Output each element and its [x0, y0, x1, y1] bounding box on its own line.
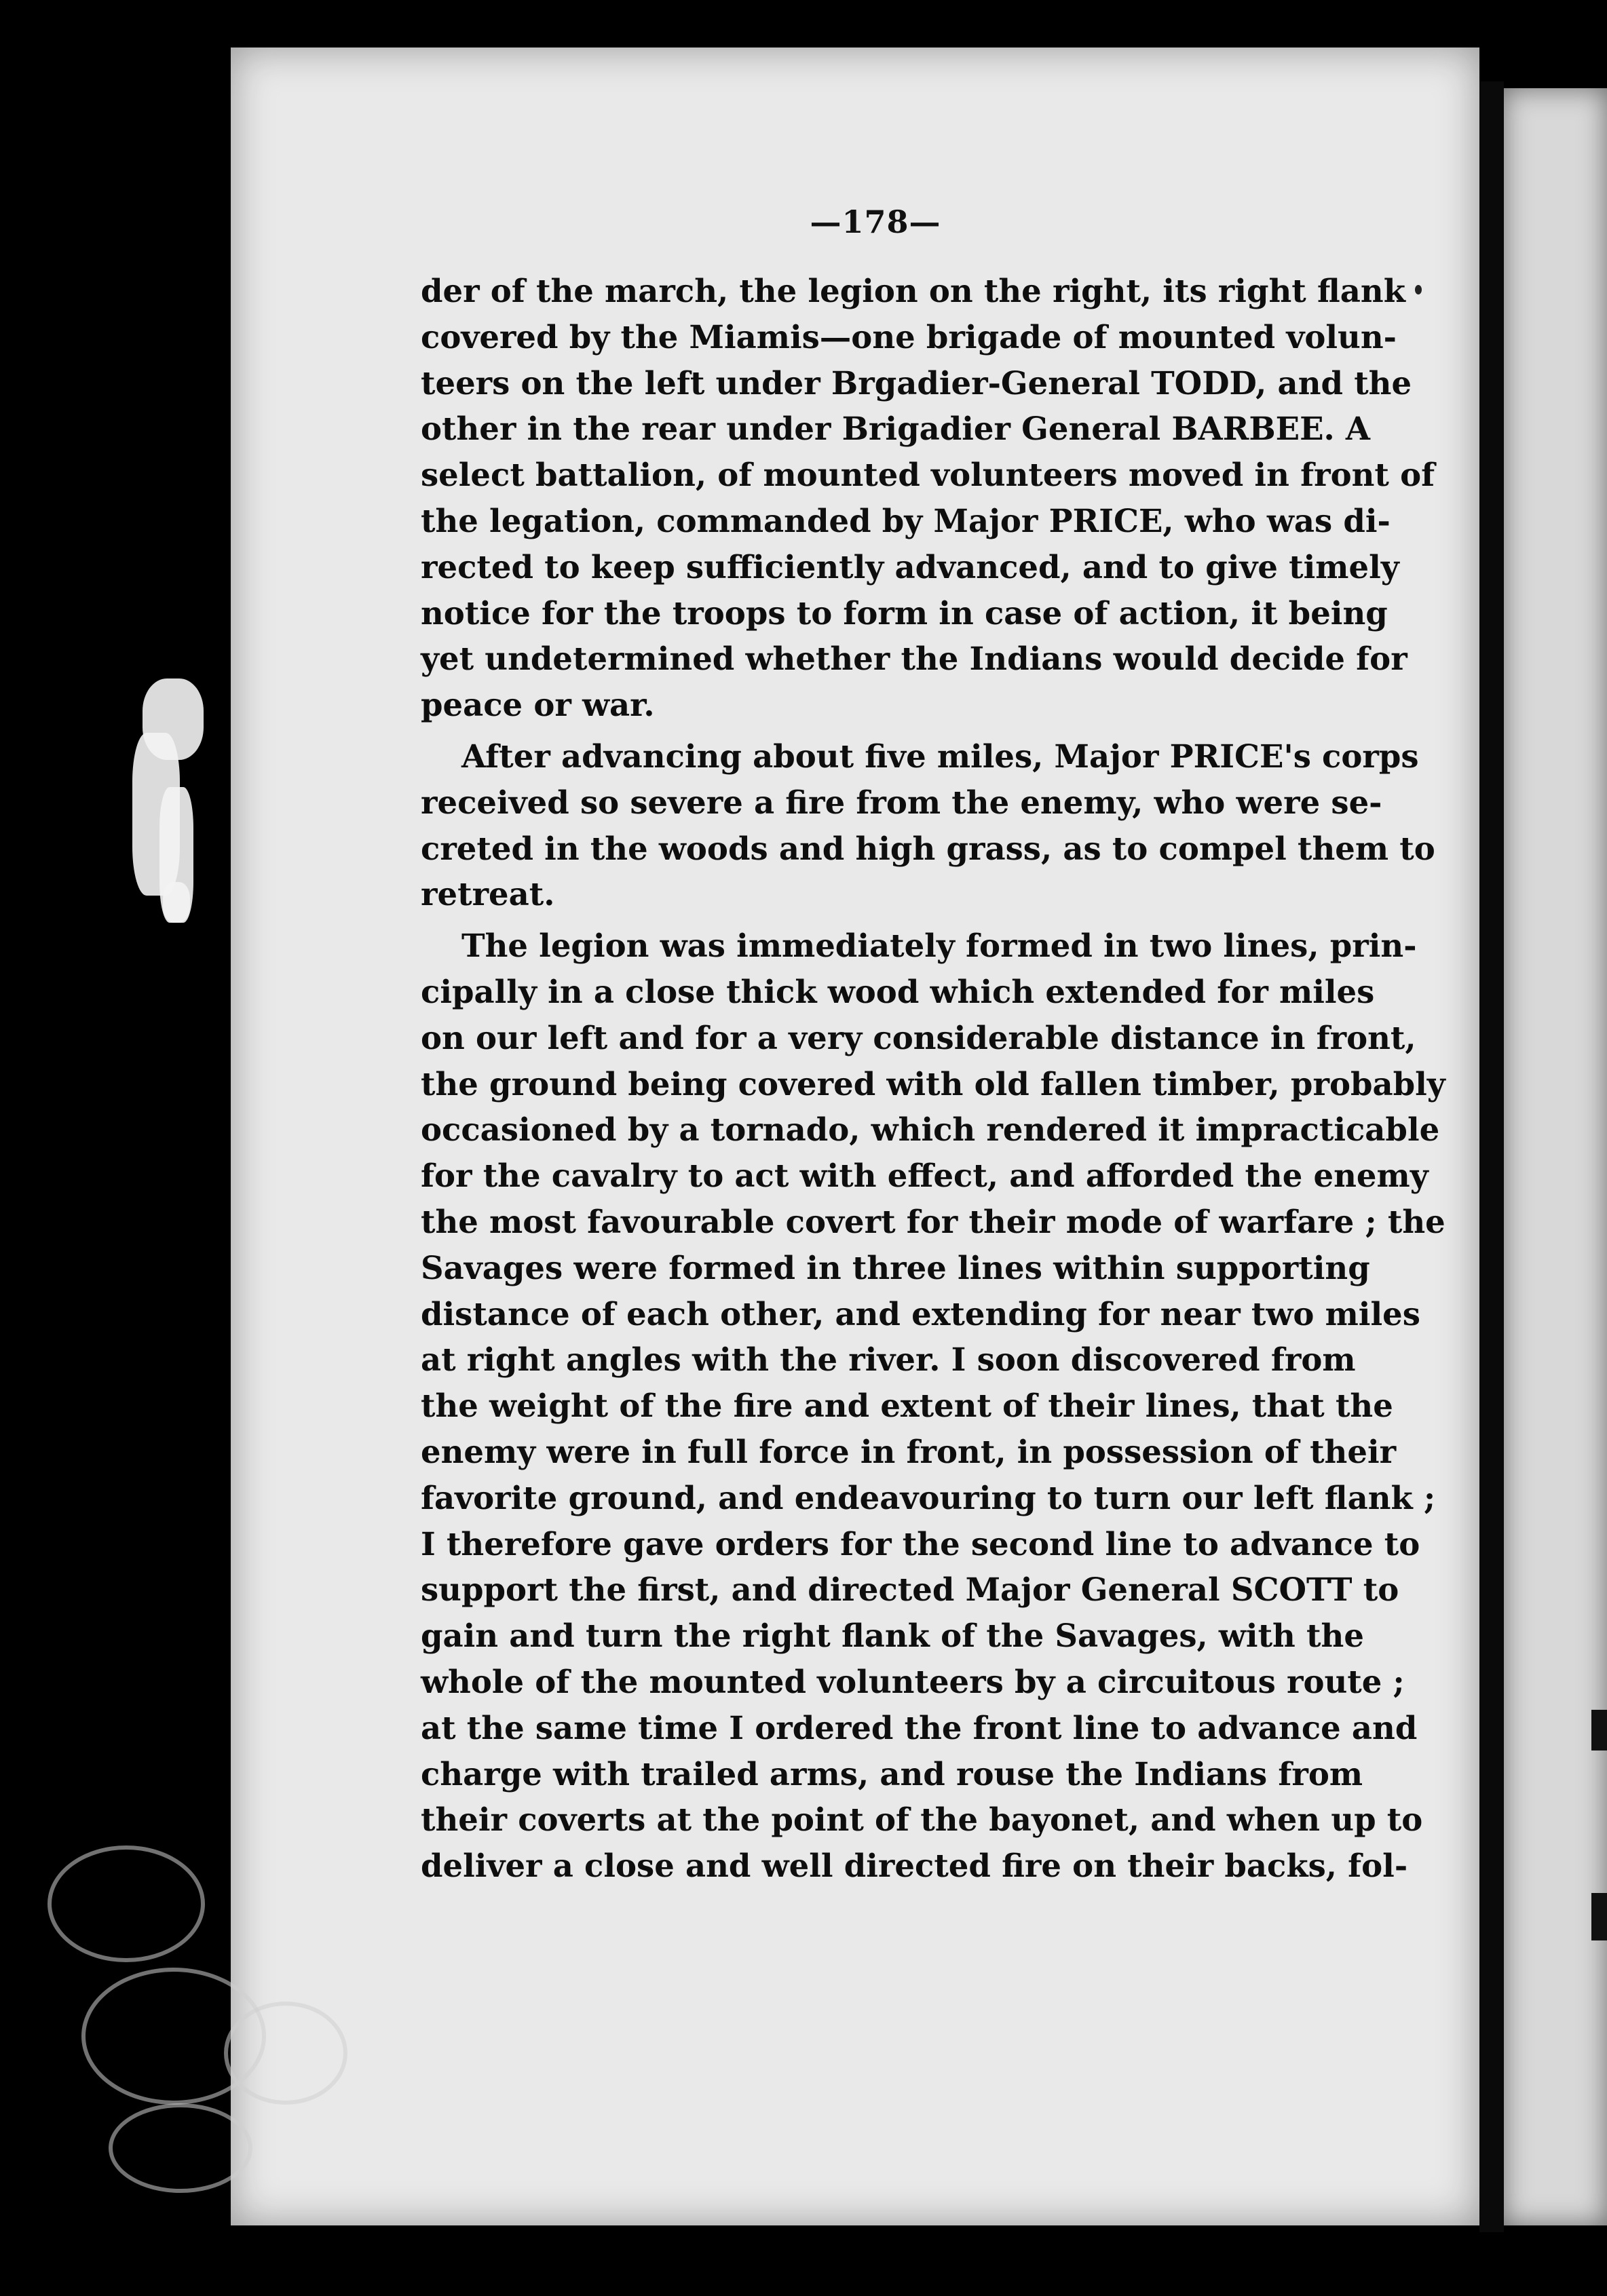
text-line: I therefore gave orders for the second line to advance to	[421, 1525, 1420, 1563]
text-line: received so severe a fire from the enemy, who were se-	[421, 783, 1382, 821]
text-line: for the cavalry to act with effect, and afforded the enemy	[421, 1157, 1429, 1195]
paper-stain	[48, 1845, 205, 1962]
text-line: gain and turn the right flank of the Savages, with the	[421, 1617, 1364, 1655]
text-line: der of the march, the legion on the right, its right flank	[421, 272, 1405, 309]
paper-stain	[109, 2103, 252, 2193]
text-line: charge with trailed arms, and rouse the Indians from	[421, 1755, 1363, 1793]
text-line: at the same time I ordered the front line to advance and	[421, 1708, 1418, 1746]
text-line: enemy were in full force in front, in possession of their	[421, 1432, 1397, 1470]
text-line: at right angles with the river. I soon discovered from	[421, 1341, 1356, 1379]
text-line: teers on the left under Brgadier-General TODD, and the	[421, 364, 1412, 402]
facing-page-ink-mark	[1591, 1893, 1607, 1940]
body-text	[421, 268, 1445, 1889]
text-line: the ground being covered with old fallen timber, probably	[421, 1065, 1445, 1103]
paragraph-gap	[421, 917, 1330, 923]
text-line: select battalion, of mounted volunteers moved in front of	[421, 456, 1435, 494]
text-line: rected to keep sufficiently advanced, and to give timely	[421, 548, 1399, 586]
text-line: on our left and for a very considerable distance in front,	[421, 1018, 1416, 1056]
text-line: support the first, and directed Major General SCOTT to	[421, 1571, 1399, 1609]
text-line: the most favourable covert for their mode of warfare ; the	[421, 1202, 1445, 1240]
ink-speck	[1415, 285, 1422, 294]
text-line: yet undetermined whether the Indians would decide for	[421, 640, 1407, 678]
text-line: cipally in a close thick wood which extended for miles	[421, 972, 1375, 1010]
text-line: occasioned by a tornado, which rendered it impracticable	[421, 1111, 1440, 1149]
page-number: —178—	[810, 204, 941, 240]
text-line: favorite ground, and endeavouring to turn our left flank ;	[421, 1478, 1436, 1516]
text-line: other in the rear under Brigadier General BARBEE. A	[421, 410, 1370, 448]
text-line: The legion was immediately formed in two lines, prin-	[461, 927, 1417, 965]
text-line: distance of each other, and extending for near two miles	[421, 1295, 1420, 1333]
text-line: peace or war.	[421, 686, 655, 724]
text-line: the legation, commanded by Major PRICE, who was di-	[421, 501, 1391, 539]
page-gutter	[1479, 81, 1504, 2232]
text-line: notice for the troops to form in case of action, it being	[421, 594, 1388, 632]
text-line: whole of the mounted volunteers by a circuitous route ;	[421, 1662, 1405, 1700]
text-line: the weight of the fire and extent of their lines, that the	[421, 1387, 1393, 1425]
facing-page-ink-mark	[1591, 1710, 1607, 1750]
text-line: After advancing about five miles, Major PRICE's corps	[461, 737, 1419, 775]
text-line: Savages were formed in three lines within supporting	[421, 1248, 1370, 1286]
paper-damage	[163, 882, 190, 923]
paragraph-gap	[421, 728, 1330, 733]
text-line: creted in the woods and high grass, as to compel them to	[421, 829, 1435, 867]
text-line: their coverts at the point of the bayonet, and when up to	[421, 1801, 1423, 1839]
text-line: deliver a close and well directed fire on their backs, fol-	[421, 1847, 1408, 1885]
text-line: retreat.	[421, 875, 555, 913]
paper-stain	[224, 2002, 347, 2105]
text-line: covered by the Miamis—one brigade of mounted volun-	[421, 318, 1397, 356]
